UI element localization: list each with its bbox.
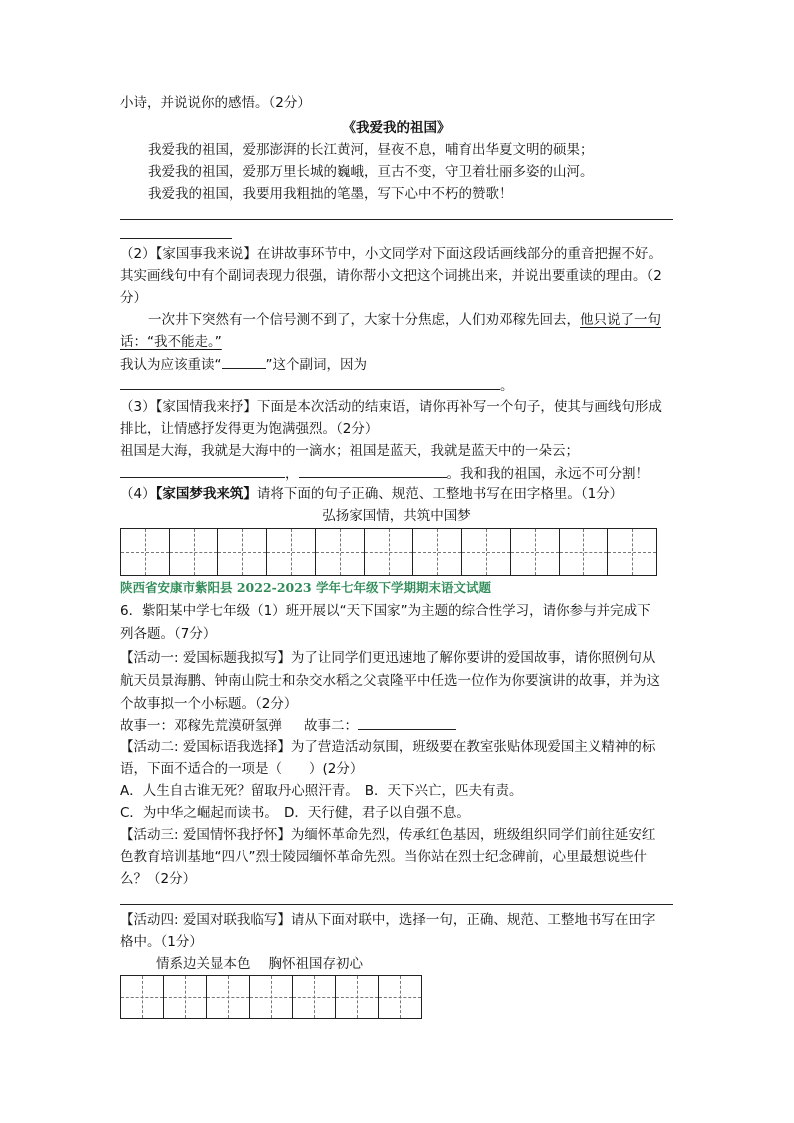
story-two-label: 故事二： <box>304 718 358 734</box>
tianzige-grid-2[interactable] <box>120 975 422 1019</box>
act3-answer-line[interactable] <box>120 904 673 905</box>
couplet-line <box>156 954 363 974</box>
grid-cell[interactable] <box>267 529 316 575</box>
act3-line-3: 么？（2分） <box>120 871 197 887</box>
act1-line-2: 航天员景海鹏、钟南山院士和杂交水稻之父袁隆平中任选一位作为你要演讲的故事，并为这 <box>120 673 660 689</box>
q2-prompt-1: （2）【家国事我来说】在讲故事环节中，小文同学对下面这段话画线部分的重音把握不好。 <box>120 246 662 262</box>
act4-line-1: 【活动四: 爱国对联我临写】请从下面对联中，选择一句，正确、规范、工整地书写在田字 <box>120 912 656 928</box>
act3-line-2: 色教育培训基地“四八”烈士陵园缅怀革命先烈。当你站在烈士纪念碑前，心里最想说些什 <box>120 849 647 865</box>
answer-line[interactable] <box>120 219 673 220</box>
poem-title: 《我爱我的祖国》 <box>342 120 451 136</box>
grid-cell[interactable] <box>413 529 462 575</box>
section-divider <box>120 238 232 239</box>
act1-line-1: 【活动一: 爱国标题我拟写】为了让同学们更迅速地了解你要讲的爱国故事，请你照例句从 <box>120 650 656 666</box>
grid-cell[interactable] <box>379 976 421 1018</box>
options-ab <box>120 781 523 801</box>
poem-line-3: 我爱我的祖国，我要用我粗拙的笔墨，写下心中不朽的赞歌！ <box>148 186 513 202</box>
q4-sentence: 弘扬家国情，共筑中国梦 <box>322 508 471 524</box>
grid-cell[interactable] <box>121 529 170 575</box>
q6-prompt-2: 列各题。（7分） <box>120 626 217 642</box>
act2-line-2: 语，下面不适合的一项是（ ）(2分） <box>120 761 364 777</box>
q2-answer-suffix: ”这个副词，因为 <box>265 357 367 373</box>
option-c[interactable]: C．为中华之崛起而读书。 <box>120 805 278 821</box>
grid-cell[interactable] <box>316 529 365 575</box>
tianzige-grid-1[interactable] <box>120 528 657 576</box>
option-b[interactable]: B．天下兴亡，匹夫有责。 <box>364 783 523 799</box>
q3-blank-2[interactable] <box>299 463 447 478</box>
q2-quote-underlined-2: 话：“我不能走。” <box>120 334 222 350</box>
q2-quote-line-2 <box>120 332 222 352</box>
q2-quote-line-1 <box>148 310 661 330</box>
poem-line-2: 我爱我的祖国，爱那万里长城的巍峨，亘古不变，守卫着壮丽多姿的山河。 <box>148 164 594 180</box>
q3-prompt-2: 排比，让情感抒发得更为饱满强烈。（2分） <box>120 421 379 437</box>
q2-quote-underlined: 他只说了一句 <box>580 312 661 328</box>
grid-cell[interactable] <box>250 976 293 1018</box>
options-cd <box>120 803 470 823</box>
grid-cell[interactable] <box>164 976 207 1018</box>
act1-line-3: 个故事拟一个小标题。（2分） <box>120 696 298 712</box>
q4-prefix: （4） <box>120 486 156 502</box>
q6-prompt-1: 6．紫阳某中学七年级（1）班开展以“天下国家”为主题的综合性学习，请你参与并完成下 <box>120 603 651 619</box>
couplet-first: 情系边关显本色 <box>156 956 251 972</box>
q2-quote-plain: 一次井下突然有一个信号测不到了，大家十分焦虑，人们劝邓稼先回去， <box>148 312 580 328</box>
grid-cell[interactable] <box>511 529 560 575</box>
intro-line: 小诗，并说说你的感悟。（2分） <box>120 95 311 111</box>
grid-cell[interactable] <box>121 976 164 1018</box>
grid-cell[interactable] <box>170 529 219 575</box>
q4-prompt <box>120 484 623 504</box>
grid-cell[interactable] <box>218 529 267 575</box>
q2-word-blank[interactable] <box>222 354 266 369</box>
q2-prompt-2: 其实画线句中有个副词表现力很强，请你帮小文把这个词挑出来，并说出要重读的理由。（2 <box>120 268 662 284</box>
act2-line-1: 【活动二: 爱国标语我选择】为了营造活动氛围，班级要在教室张贴体现爱国主义精神的标 <box>120 739 656 755</box>
q3-example: 祖国是大海，我就是大海中的一滴水；祖国是蓝天，我就是蓝天中的一朵云； <box>120 443 579 459</box>
grid-cell[interactable] <box>207 976 250 1018</box>
grid-cell[interactable] <box>608 529 656 575</box>
act4-line-2: 格中。（1分） <box>120 934 203 950</box>
couplet-second: 胸怀祖国存初心 <box>268 956 363 972</box>
source-title: 陕西省安康市紫阳县 2022-2023 学年七年级下学期期末语文试题 <box>120 580 491 595</box>
q2-answer-prefix: 我认为应该重读“ <box>120 357 222 373</box>
option-a[interactable]: A．人生自古谁无死？留取丹心照汗青。 <box>120 783 359 799</box>
grid-cell[interactable] <box>462 529 511 575</box>
q4-suffix: 请将下面的句子正确、规范、工整地书写在田字格里。（1分） <box>256 486 624 502</box>
grid-cell[interactable] <box>560 529 609 575</box>
q2-reason-line <box>120 375 514 396</box>
q3-prompt-1: （3）【家国情我来抒】下面是本次活动的结束语，请你再补写一个句子，使其与画线句形成 <box>120 399 662 415</box>
act3-line-1: 【活动三: 爱国情怀我抒怀】为缅怀革命先烈，传承红色基因，班级组织同学们前往延安红 <box>120 827 656 843</box>
poem-line-1: 我爱我的祖国，爱那澎湃的长江黄河，昼夜不息，哺育出华夏文明的硕果； <box>148 142 594 158</box>
q2-prompt-3: 分） <box>120 290 147 306</box>
q4-heading: 【家国梦我来筑】 <box>155 486 257 502</box>
story-line <box>120 715 456 736</box>
q3-comma: ， <box>285 466 299 482</box>
q3-answer-line <box>120 463 649 484</box>
q3-ending: 。我和我的祖国，永远不可分割！ <box>446 466 649 482</box>
q2-answer-line <box>120 354 367 375</box>
grid-cell[interactable] <box>336 976 379 1018</box>
grid-cell[interactable] <box>365 529 414 575</box>
option-d[interactable]: D．天行健，君子以自强不息。 <box>283 805 470 821</box>
q3-blank-1[interactable] <box>120 463 285 478</box>
grid-cell[interactable] <box>293 976 336 1018</box>
q2-reason-blank[interactable] <box>120 375 500 390</box>
story-one: 故事一：邓稼先荒漠研氢弹 <box>120 718 282 734</box>
q2-period: 。 <box>500 378 514 394</box>
story-two-blank[interactable] <box>358 715 456 730</box>
